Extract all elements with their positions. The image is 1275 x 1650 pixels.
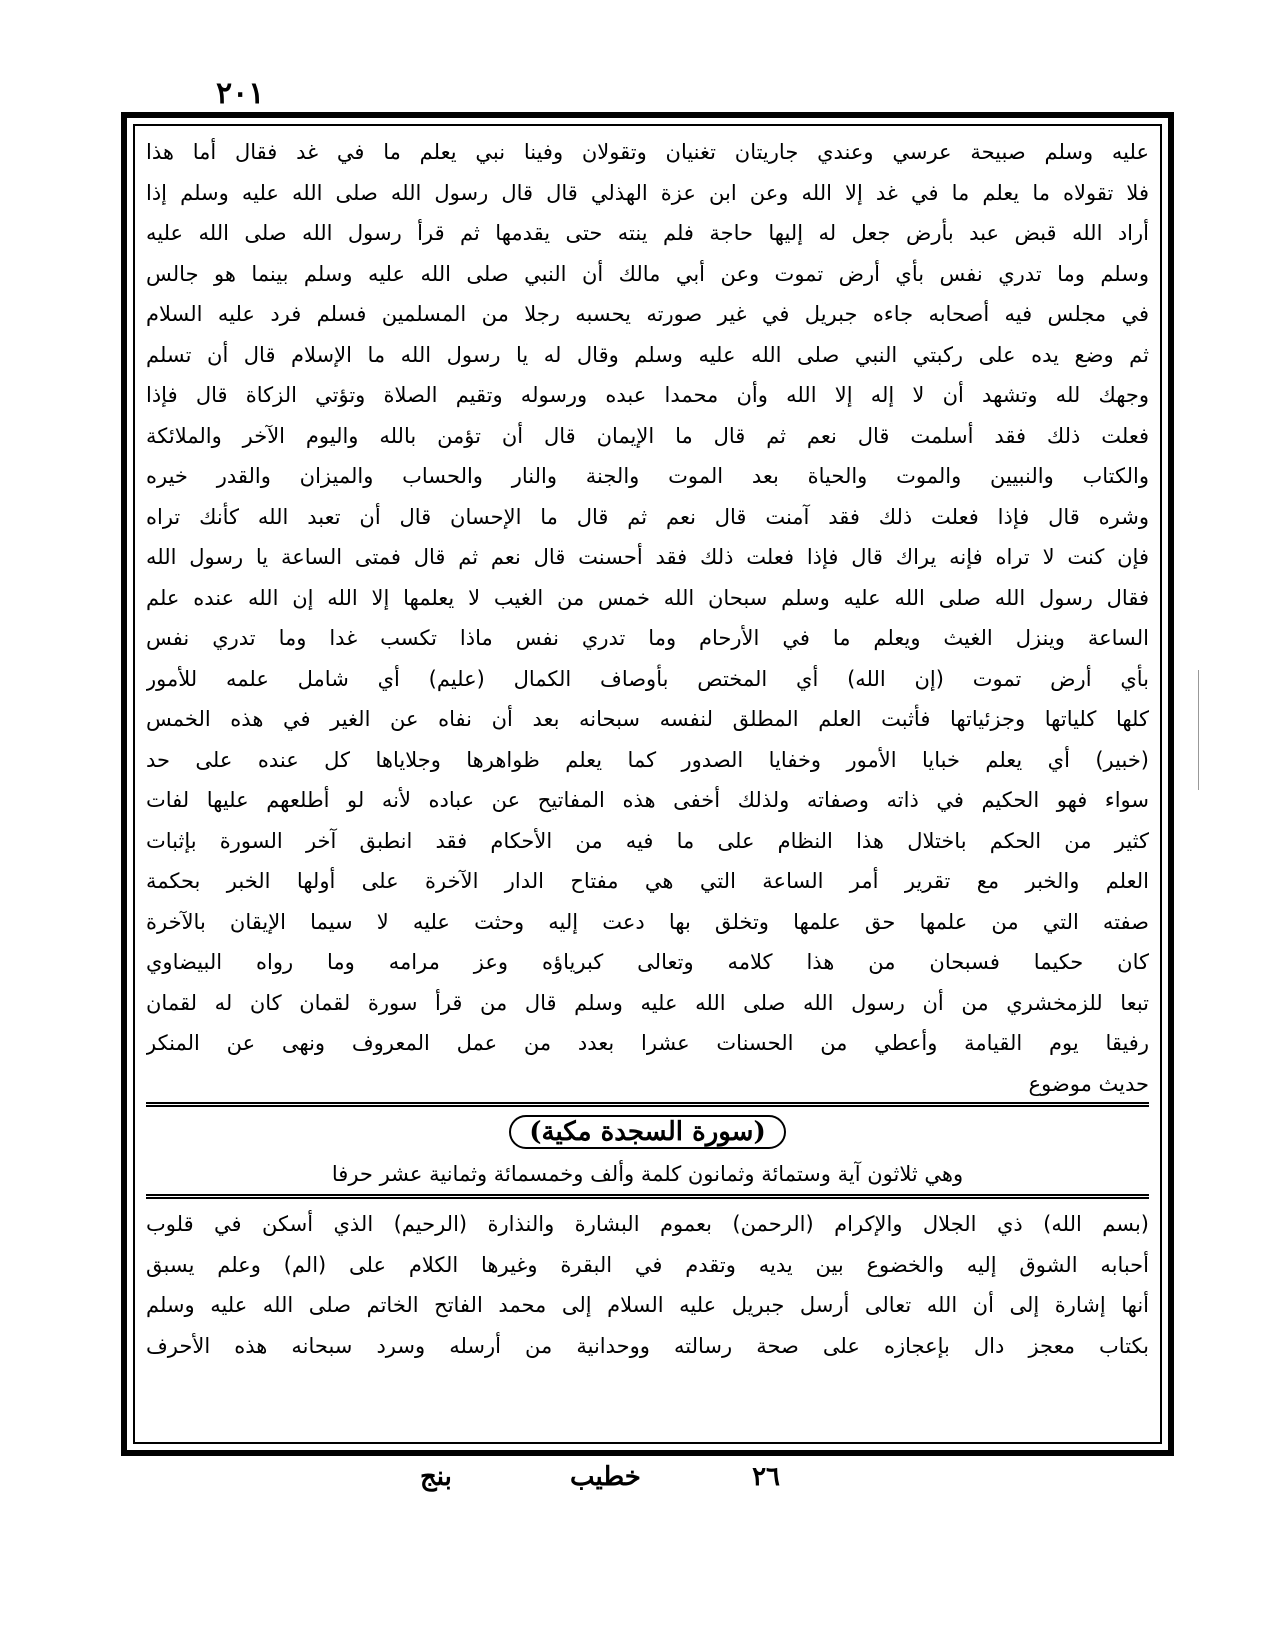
page-number: ٢٠١ [216, 76, 265, 111]
page-footer [420, 1462, 800, 1502]
text-line: فقال رسول الله صلى الله عليه وسلم سبحان الله خمس من الغيب لا يعلمها إلا الله إن الله عنده علم [146, 585, 1149, 610]
sura-title-text: (سورة السجدة مكية) [509, 1115, 786, 1149]
text-line: الساعة وينزل الغيث ويعلم ما في الأرحام وما تدري نفس ماذا تكسب غدا وما تدري نفس [146, 626, 1149, 650]
footer-signature: بنج [420, 1462, 452, 1492]
text-line: في مجلس فيه أصحابه جاءه جبريل في غير صورته يحسبه رجلا من المسلمين فسلم فرد عليه السلام [146, 302, 1149, 326]
text-line: (خبير) أي يعلم خبايا الأمور وخفايا الصدور كما يعلم ظواهرها وجلاياها كل عنده على حد [146, 747, 1149, 772]
text-line: صفته التي من علمها حق علمها وتخلق بها دعت إليه وحثت عليه لا سيما الإيقان بالآخرة [146, 909, 1149, 934]
text-line: فلا تقولاه ما يعلم ما في غد إلا الله وعن ابن عزة الهذلي قال قال رسول الله صلى الله عليه وسلم إذا [146, 180, 1149, 205]
text-line: أحبابه الشوق إليه والخضوع بين يديه وتقدم في البقرة وغيرها الكلام على (الم) وعلم يسبق [146, 1252, 1149, 1277]
text-line: سواء فهو الحكيم في ذاته وصفاته ولذلك أخفى هذه المفاتيح عن عباده لأنه لو أطلعهم عليها لفات [146, 788, 1149, 812]
sura-info: وهي ثلاثون آية وستمائة وثمانون كلمة وألف وخمسمائة وثمانية عشر حرفا [331, 1162, 964, 1186]
footer-number: ٢٦ [752, 1462, 780, 1492]
text-line: بكتاب معجز دال بإعجازه على صحة رسالته ووحدانية من أرسله وسرد سبحانه هذه الأحرف [146, 1333, 1149, 1358]
text-line: ثم وضع يده على ركبتي النبي صلى الله عليه وسلم وقال له يا رسول الله ما الإسلام قال أن تسلم [146, 342, 1149, 367]
footer-label: خطيب [570, 1462, 641, 1492]
text-line: حديث موضوع [1028, 1071, 1149, 1096]
text-line: تبعا للزمخشري من أن رسول الله صلى الله عليه وسلم قال من قرأ سورة لقمان كان له لقمان [146, 990, 1149, 1015]
text-line: كان حكيما فسبحان من هذا كلامه وتعالى كبرياؤه وعز مرامه وما رواه البيضاوي [146, 950, 1149, 974]
text-line: كلها كلياتها وجزئياتها فأثبت العلم المطلق لنفسه سبحانه بعد أن نفاه عن الغير في هذه الخمس [146, 707, 1149, 731]
text-line: فإن كنت لا تراه فإنه يراك قال فإذا فعلت ذلك فقد أحسنت قال نعم ثم قال فمتى الساعة يا رسول الله [146, 545, 1149, 569]
section-divider-bottom [146, 1194, 1149, 1199]
text-line: عليه وسلم صبيحة عرسي وعندي جاريتان تغنيان وتقولان وفينا نبي يعلم ما في غد فقال أما هذا [146, 140, 1149, 164]
text-line: أنها إشارة إلى أن الله تعالى أرسل جبريل عليه السلام إلى محمد الفاتح الخاتم صلى الله عليه وسلم [146, 1293, 1149, 1317]
sura-title [146, 1112, 1149, 1152]
text-line: (بسم الله) ذي الجلال والإكرام (الرحمن) بعموم البشارة والنذارة (الرحيم) الذي أسكن في قلوب [146, 1212, 1149, 1236]
text-line: وسلم وما تدري نفس بأي أرض تموت وعن أبي مالك أن النبي صلى الله عليه وسلم بينما هو جالس [146, 261, 1149, 286]
intro-text-block [146, 1204, 1149, 1366]
text-line: العلم والخبر مع تقرير أمر الساعة التي هي مفتاح الدار الآخرة على أولها الخبر بحكمة [146, 869, 1149, 893]
text-line: كثير من الحكم باختلال هذا النظام على ما فيه من الأحكام فقد انطبق آخر السورة بإثبات [146, 828, 1149, 853]
text-line: أراد الله قبض عبد بأرض جعل له إليها حاجة فلم ينته حتى يقدمها ثم قرأ رسول الله صلى الله عليه [146, 221, 1149, 245]
section-divider-top [146, 1102, 1149, 1107]
margin-mark [1198, 670, 1199, 790]
main-text-block [146, 132, 1149, 1104]
text-line: رفيقا يوم القيامة وأعطي من الحسنات عشرا بعدد من عمل المعروف ونهى عن المنكر [146, 1031, 1149, 1055]
text-line: والكتاب والنبيين والموت والحياة بعد الموت والجنة والنار والحساب والميزان والقدر خيره [146, 464, 1149, 488]
text-line: فعلت ذلك فقد أسلمت قال نعم ثم قال ما الإيمان قال أن تؤمن بالله واليوم الآخر والملائكة [146, 423, 1149, 448]
text-line: بأي أرض تموت (إن الله) أي المختص بأوصاف الكمال (عليم) أي شامل علمه للأمور [146, 666, 1149, 691]
text-line: وشره قال فإذا فعلت ذلك فقد آمنت قال نعم ثم قال ما الإحسان قال أن تعبد الله كأنك تراه [146, 504, 1149, 529]
text-line: وجهك لله وتشهد أن لا إله إلا الله وأن محمدا عبده ورسوله وتقيم الصلاة وتؤتي الزكاة قال فإذا [146, 383, 1149, 407]
